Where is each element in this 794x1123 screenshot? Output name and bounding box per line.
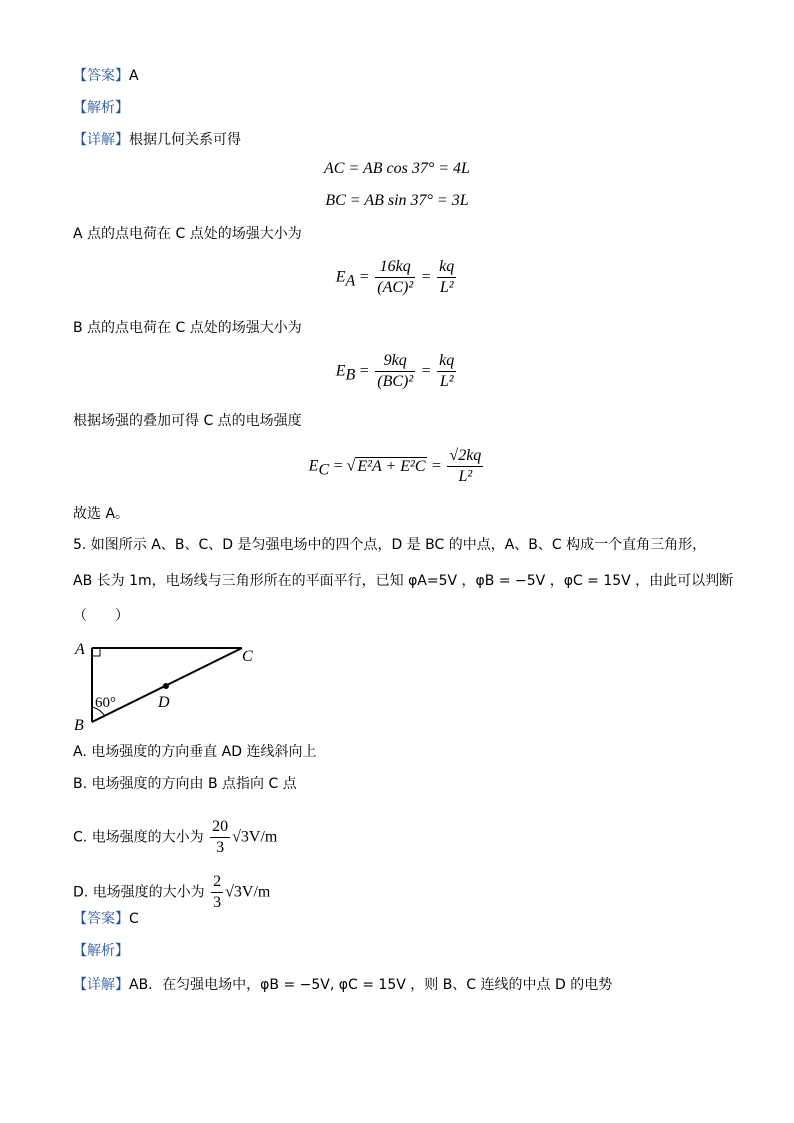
detail-tag-2: 【详解】 — [73, 977, 129, 993]
ea-frac-1: $\frac{16kq}{\text{(AC)²}}$ — [377, 258, 414, 296]
option-a: A. 电场强度的方向垂直 AD 连线斜向上 — [73, 744, 317, 760]
equation-ea: $E_A$ = $\frac{16kq}{\text{(AC)²}}$ = $\frac{kq}{\text{L²}}$ — [335, 258, 455, 296]
label-a: A — [75, 641, 85, 658]
eb-frac-1: $\frac{9kq}{\text{(BC)²}}$ — [377, 352, 414, 390]
answer-value-2: C — [129, 911, 139, 927]
detail-line-1 — [73, 130, 241, 150]
triangle-figure — [70, 635, 270, 735]
text-b-field: B 点的点电荷在 C 点处的场强大小为 — [73, 320, 302, 336]
analysis-tag-2: 【解析】 — [73, 943, 129, 959]
right-angle-mark — [92, 648, 100, 656]
eb-frac-2: $\frac{kq}{\text{L²}}$ — [439, 352, 455, 390]
question-5-line-3: （ ） — [73, 608, 129, 624]
ec-sub: C — [318, 461, 330, 479]
detail-intro: 根据几何关系可得 — [129, 132, 241, 148]
option-d: D. 电场强度的大小为 $\frac{2}{3}$ √3V/m — [73, 873, 271, 911]
ea-sub: A — [345, 272, 356, 290]
conclusion: 故选 A。 — [73, 506, 130, 522]
option-c: C. 电场强度的大小为 $\frac{20}{3}$ √3V/m — [73, 818, 278, 856]
label-c: C — [242, 648, 253, 665]
detail-line-2 — [73, 975, 612, 995]
equation-eb: $E_B$ = $\frac{9kq}{\text{(BC)²}}$ = $\frac{kq}{\text{L²}}$ — [335, 352, 455, 390]
question-5-line-1: 5. 如图所示 A、B、C、D 是匀强电场中的四个点，D 是 BC 的中点，A、B、C 构成一个直角三角形， — [73, 537, 707, 553]
eb-sub: B — [345, 366, 356, 384]
ea-lhs: E — [335, 268, 346, 286]
equation-ac: AC = AB cos 37° = 4L — [324, 160, 470, 177]
ec-lhs: E — [308, 457, 319, 475]
question-5-line-2: AB 长为 1m，电场线与三角形所在的平面平行，已知 φA=5V ，φB = −5V ，φC = 15V ，由此可以判断 — [73, 573, 734, 589]
ec-radicand: E²A + E²C — [357, 457, 426, 475]
answer-tag: 【答案】 — [73, 68, 129, 84]
option-b: B. 电场强度的方向由 B 点指向 C 点 — [73, 776, 297, 792]
answer-line-2 — [73, 909, 139, 929]
text-superpose: 根据场强的叠加可得 C 点的电场强度 — [73, 413, 302, 429]
equation-bc: BC = AB sin 37° = 3L — [325, 192, 469, 209]
detail-text-2: AB．在匀强电场中，φB = −5V, φC = 15V ，则 B、C 连线的中点 D 的电势 — [129, 977, 613, 993]
point-d — [163, 683, 169, 689]
ec-frac: $\frac{√2kq}{\text{L²}}$ — [449, 447, 482, 485]
detail-tag: 【详解】 — [73, 132, 129, 148]
label-b: B — [74, 717, 84, 734]
option-d-frac: $\frac{2}{3}$ — [213, 873, 222, 911]
equation-ec: $E_C$ = √ E²A + E²C = $\frac{√2kq}{\text{L²}}$ — [308, 447, 482, 485]
label-d: D — [158, 694, 170, 711]
answer-line-1 — [73, 66, 139, 86]
label-angle: 60° — [95, 695, 116, 711]
ea-frac-2: $\frac{kq}{\text{L²}}$ — [439, 258, 455, 296]
analysis-tag-1: 【解析】 — [73, 100, 129, 116]
text-a-field: A 点的点电荷在 C 点处的场强大小为 — [73, 226, 302, 242]
answer-tag-2: 【答案】 — [73, 911, 129, 927]
answer-value: A — [129, 68, 139, 84]
option-c-frac: $\frac{20}{3}$ — [212, 818, 229, 856]
eb-lhs: E — [335, 362, 346, 380]
